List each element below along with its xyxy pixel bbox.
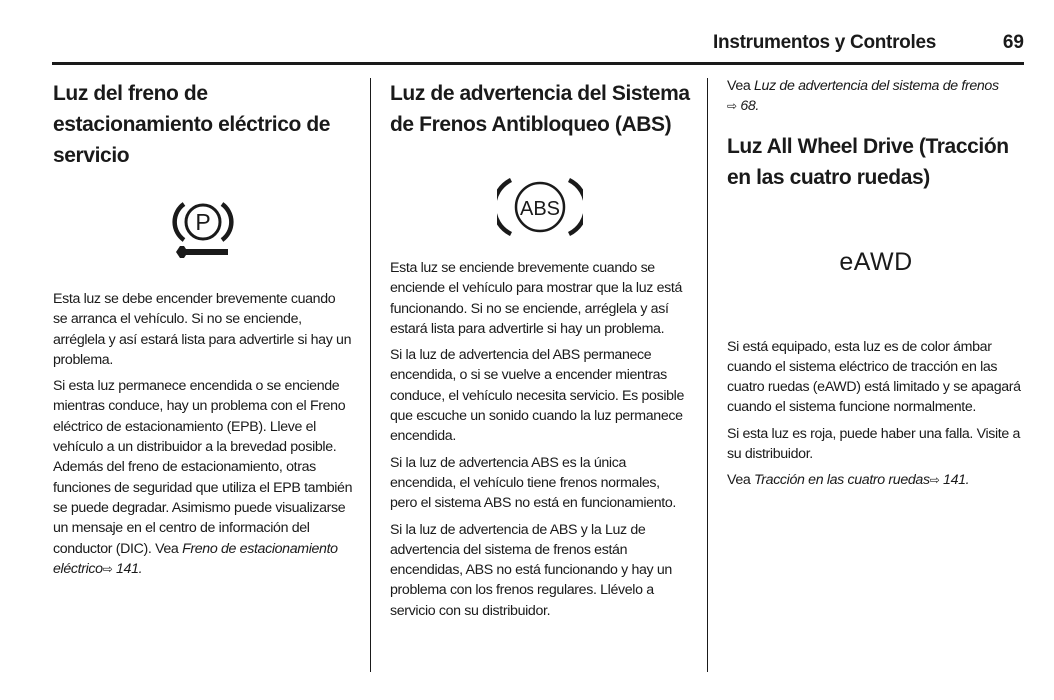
column-divider (707, 78, 708, 672)
header-rule (52, 62, 1024, 65)
epb-paragraph-1: Esta luz se debe encender brevemente cuando se arranca el vehículo. Si no se enciende, arréglela y así estará lista para advertirle si hay un problema. (53, 291, 352, 368)
parking-brake-service-icon (172, 199, 234, 265)
epb-ref-link[interactable]: Freno de estacionamiento eléctrico (53, 540, 338, 577)
abs-paragraph-1: Esta luz se enciende brevemente cuando se enciende el vehículo para mostrar que la luz está funcionando. Si no se enciende, arréglela y así estará lista para advertirle si hay un problema. (390, 260, 683, 337)
ref-arrow-icon: ⇨ (727, 99, 737, 114)
column-divider (370, 78, 371, 672)
awd-icon-area (727, 233, 1025, 293)
brake-warning-ref-page[interactable]: 68. (740, 98, 759, 115)
brake-warning-ref-link[interactable]: Luz de advertencia del sistema de frenos (754, 78, 999, 94)
heading-abs: Luz de advertencia del Sistema de Frenos Antibloqueo (ABS) (390, 82, 690, 136)
abs-paragraph-4: Si la luz de advertencia de ABS y la Luz de advertencia del sistema de frenos están encendidas, ABS no está funcionando y hay un problema con los frenos regulares. Llévelo a servicio con su distribuidor. (390, 521, 672, 619)
eawd-indicator-icon: eAWD (839, 248, 913, 277)
awd-ref-link[interactable]: Tracción en las cuatro ruedas (754, 472, 930, 489)
column-epb (53, 76, 353, 585)
ref-arrow-icon: ⇨ (929, 473, 940, 488)
epb-icon-area (53, 193, 353, 271)
column-awd (727, 76, 1025, 497)
abs-warning-icon (497, 176, 583, 238)
abs-paragraph-2: Si la luz de advertencia del ABS permanece encendida, o si se vuelve a encender mientras conduce, el vehículo necesita servicio. Es posible que escuche un sonido cuando la luz permanece encendida. (390, 347, 685, 445)
heading-epb: Luz del freno de estacionamiento eléctrico de servicio (53, 82, 331, 167)
column-abs (390, 76, 690, 627)
awd-ref-page[interactable]: 141. (943, 472, 970, 489)
awd-ref: Vea Tracción en las cuatro ruedas⇨ 141. (727, 472, 970, 489)
page-header (52, 30, 1024, 60)
page-number: 69 (1002, 32, 1024, 53)
epb-ref-page[interactable]: 141. (116, 560, 143, 577)
epb-paragraph-2: Si esta luz permanece encendida o se enciende mientras conduce, hay un problema con el Freno eléctrico de estacionamiento (EPB). Lleve el vehículo a un distribuidor a la brevedad posible. Además del freno de estacionamiento, otras funciones de seguridad que utiliza el EPB también se puede degradar. Asimismo puede visualizarse un mensaje en el centro de información del conductor (DIC). Vea Freno de estacionamiento eléctrico⇨ 141. (53, 378, 353, 577)
heading-awd: Luz All Wheel Drive (Tracción en las cuatro ruedas) (727, 134, 1009, 189)
section-title: Instrumentos y Controles (713, 32, 936, 53)
ref-arrow-icon: ⇨ (102, 561, 113, 576)
abs-paragraph-3: Si la luz de advertencia ABS es la única encendida, el vehículo tiene frenos normales, pero el sistema ABS no está en funcionamiento. (390, 454, 676, 512)
awd-paragraph-1: Si está equipado, esta luz es de color ámbar cuando el sistema eléctrico de tracción en las cuatro ruedas (eAWD) está limitado y se apagará cuando el sistema funcione normalmente. (727, 338, 1021, 416)
epb-icon-letter: P (195, 209, 211, 235)
abs-icon-area (390, 168, 690, 246)
abs-icon-text: ABS (519, 198, 561, 220)
awd-lead-ref: Vea Luz de advertencia del sistema de frenos ⇨ 68. (727, 78, 999, 115)
awd-paragraph-2: Si esta luz es roja, puede haber una falla. Visite a su distribuidor. (727, 425, 1021, 463)
